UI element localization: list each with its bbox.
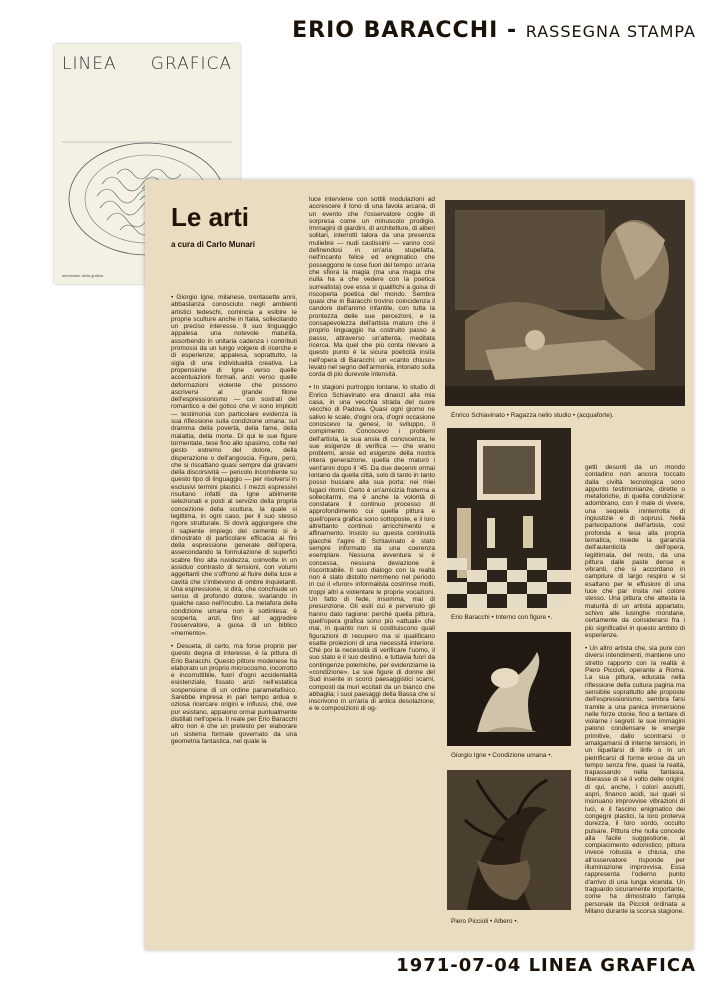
article-paragraph: • Desueta, di certo, ma forse proprio per questo degna di interesse, è la pittura di Erio Baracchi. Questo pittore modenese ha elaborato un proprio microcosmo, incorrotto e incorruttibile, fuori d'ogni accidentalità esistenziale, fissato anzi nell'estatica sospensione di un ordine parametafisico. Sarebbe impresa in pari tempo ardua e oziosa ricercare origini e influssi, ché, ove pur esistano, appaiono ormai puntualmente distillati nell'opera. Il reale per Erio Baracchi altro non è che un pretesto per elaborare un sistema formale governato da una geometria fantastica, nel quale la: [171, 642, 297, 745]
figure-caption-2: Erio Baracchi • Interno con figure •.: [451, 614, 553, 621]
figure-caption-1: Enrico Schiavinato • Ragazza nello studio • (acquaforte).: [451, 412, 614, 419]
article-paragraph: • Giorgio Igne, milanese, trentasette anni, abbastanza conosciuto negli ambienti artistici tedeschi, comincia a esibire le proprie sculture anche in Italia, sollecitando un preciso interesse. Il suo linguaggio appalesa una notevole maturità, assorbendo in unitaria cadenza i contributi promossi da un lungo volgere di ricerche e di esperienze; appalesa, soprattutto, la sigla di una individualità creativa. La propensione di Igne verso quelle accentuazioni formali, anzi verso quelle deformazioni violente che possono ascriversi al grande filone dell'espressionismo — coi sostrati del romantico e del gotico che vi sono impliciti — testimonia con particolare evidenza la sua riflessione sulla condizione umana: sul dramma della povertà, della fame, della malattia, della morte. Di qui le sue figure tormentate, tese fino allo spasimo, colte nel gesto estremo del dolore, della disperazione o dell'angoscia. Figure, però, che si riscattano quasi sempre dai gravami della discorsività — pericolo incombente su questo tipo di linguaggio — per risolversi in esclusivi termini plastici. I mezzi espressivi risultano infatti da Igne abilmente selezionati e posti al servizio della propria concezione della scultura, la quale si legittima, in ogni caso, per il suo stesso rigore strutturale. Si dovrà aggiungere che il sapiente impiego del cemento si è dimostrato di particolare efficacia ai fini della espressione generale dell'opera, assecondando la formulazione di superfici scabre fino alla ruvidezza, coinvolte in un assiduo contrasto di tensioni, con volumi aggettanti che s'offrono al fluire della luce e cavità che s'imbevono di ombre inquietanti. Una espressione, si dirà, che conchiude un senso di profondo dolore, svariando in qualche caso nell'incubo. La metafora della condizione umana non è sottintesa: è scoperta, anzi, fino ad aggredire l'osservatore, a guisa di un biblico «memento».: [171, 294, 297, 637]
article-paragraph: • In stagioni purtroppo lontane, lo studio di Enrico Schiavinato era dinanzi alla mia casa, in una vecchia strada del cuore vecchio di Padova. Quasi ogni giorno ne salivo le scale, d'ogni ora, d'ogni occasione conoscevo la genesi, lo sviluppo, il compimento. Conoscevo i problemi dell'artista, la sua ansia di conoscenza, le sue esigenze di verifica — che erano problemi, ansie ed esigenze della nostra intera generazione, quella che maturò i vent'anni dopo il '45. Da due decenni ormai lontano da quella città, solo di tanto in tanto posso bussare alla sua porta: nei miei fugaci ritorni. Certo è un'amicizia fraterna a sollecitarmi, ma è anche la volontà di constatare il continuo processo di approfondimento cui quella pittura e quell'opera grafica sono sottoposte, e il loro altrettanto continuo arricchimento e affinamento. Insisto su questa continuità giacché l'agire di Schiavinato è stato sempre informato da una coerenza esemplare. Nessuna avventura si è concessa, nessuna deviazione è riscontrabile. Il suo dialogo con la realtà non è stato distolto nemmeno nel periodo in cui il «furor» informalista costrinse molti, troppi altri a violentare le proprie vocazioni. Un fatto di fede, insomma, mai di presunzione. Gli esiti cui è pervenuto gli hanno dato ragione: perché quella pittura, quell'opera grafica sono più «attuali» che mai, in quanto non si costituiscono quali figurazioni di recupero ma si qualificano esatte proiezioni di una necessità interiore. Ché poi la necessità di verificare l'uomo, il suo stato e il suo destino, e tuttavia fuori da contingenze polemiche, per evidenziarne la «condizione». Le sue figure di donne del Sud inserite in scorci paesaggistici scarni, composti da muri eccitati da un bianco che abbaglia; i suoi paesaggi della Bassa che si inscrivono in un'aria di antica desolazione; e le composizioni di og-: [309, 384, 435, 713]
footer-date-source: 1971-07-04 LINEA GRAFICA: [396, 955, 696, 976]
header-subtitle: RASSEGNA STAMPA: [525, 22, 696, 41]
article-column-2: [309, 196, 435, 944]
cover-masthead-left: LINEA: [62, 54, 117, 74]
figure-caption-3: Giorgio Igne • Condizione umana •.: [451, 752, 553, 759]
article-paragraph: getti desunti da un mondo contadino non ancora toccato dalla civiltà tecnologica sono appunto testimonianze, dirette o metaforiche, di quella condizione: adombrano, con il male di vivere, una sequela ininterrotta di ingiustizie e di soprusi. Nella partecipazione dell'artista, così profonda e tesa alla propria tematica, risiede la garanzia dell'autenticità dell'opera, legittimata, del resto, da una pittura dalle paste dense e vibranti, che si accordano in campiture di largo respiro e si esaltano per le effusioni di una luce che par insita nel colore stesso. Una pittura che attesta la maturità di un artista appartato, schivo alle lusinghe mondane, certamente da considerarsi fra i più significativi in questo ambito di esperienze.: [585, 464, 685, 639]
article-title: Le arti: [171, 202, 250, 232]
figure-schiavinato-etching: [445, 200, 685, 406]
page-header: [292, 18, 696, 43]
figure-baracchi-interior: [447, 428, 571, 608]
article-paragraph: • Un altro artista che, sia pure con diversi intendimenti, mantiene uno stretto rapporto con la realtà è Piero Piccioli, operante a Roma. La sua pittura, educata nella riflessione della cultura pagina ma sensibile soprattutto alle proposte dell'espressionismo, sembra farsi tramite a una panica immersione nelle forze ctonie, fino a tentare di violarne i segreti: le sue immagini paiono condensare le energie primitive, dallo scontrarsi o amalgamarsi di interne tensioni, in un liquefarsi di linfe o in un pietrificarsi di forme erose da un tempo senza fine, quasi la realtà, trapassando nella fantasia, liberasse di sé il volto delle origini: di qui, anche, i colori asciutti, aspri, financo acidi, sui quali si insinuano improvvise vibrazioni di luci, e il fascino enigmatico dei congegni plastici, la loro proterva durezza, il loro sordo, occulto pulsare. Pittura che nulla concede alla facile suggestione, al compiacimento edonistico; pittura invece robusta e chiusa, che all'osservatore risponde per illuminazione improvvisa. Essa rappresenta l'odierno punto d'arrivo di una lunga vicenda. Un traguardo sicuramente importante, come ha dimostrato l'ampia personale da Piccioli ordinata a Milano durante la scorsa stagione.: [585, 645, 685, 915]
header-title: ERIO BARACCHI -: [292, 18, 526, 43]
article-byline: a cura di Carlo Munari: [171, 240, 256, 249]
article-column-1: [171, 294, 297, 944]
figure-piccioli-tree: [447, 770, 571, 910]
figure-caption-4: Piero Piccioli • Albero •.: [451, 918, 519, 925]
figure-igne-sculpture: [447, 632, 571, 746]
cover-masthead-right: GRAFICA: [150, 54, 232, 74]
cover-foot-left: bimestrale della grafica: [62, 273, 104, 278]
cover-masthead: [62, 54, 232, 74]
article-paragraph: luce interviene con sottili modulazioni ad accrescere il tono di una favola arcana, di un evento che l'osservatore coglie di sorpresa come un minuscolo prodigio. Immagini di giardini, di architetture, di alberi solitari, interrotti talora da una presenza muliebre — nudi castissimi — vanno così definendosi in un'aria stupefatta, nell'incanto felice ed enigmatico che posseggono le cose fuori del tempo: un'aria che sfiora la magia (ma una magia che nulla ha a che vedere con la poetica surrealista) ove essa si qualifichi a guisa di riscoperta poetica del mondo. Sembra quasi che in Baracchi trovino coincidenza il candore dell'animo infantile, con tutta la prontezza delle sue percezioni, e la consapevolezza dell'artista maturo che il proprio linguaggio ha costruito passo a passo, attraverso un'attenta, meditata ricerca. Ma quel che più conta rilevare a questo punto è la sicura poeticità insita nell'opera di Baracchi: un «canto chiuso» levato nel segno dell'armonia, intonato sulla corda di più durevole intensità.: [309, 196, 435, 379]
article-clipping: [145, 180, 693, 950]
article-column-3: [585, 464, 685, 944]
